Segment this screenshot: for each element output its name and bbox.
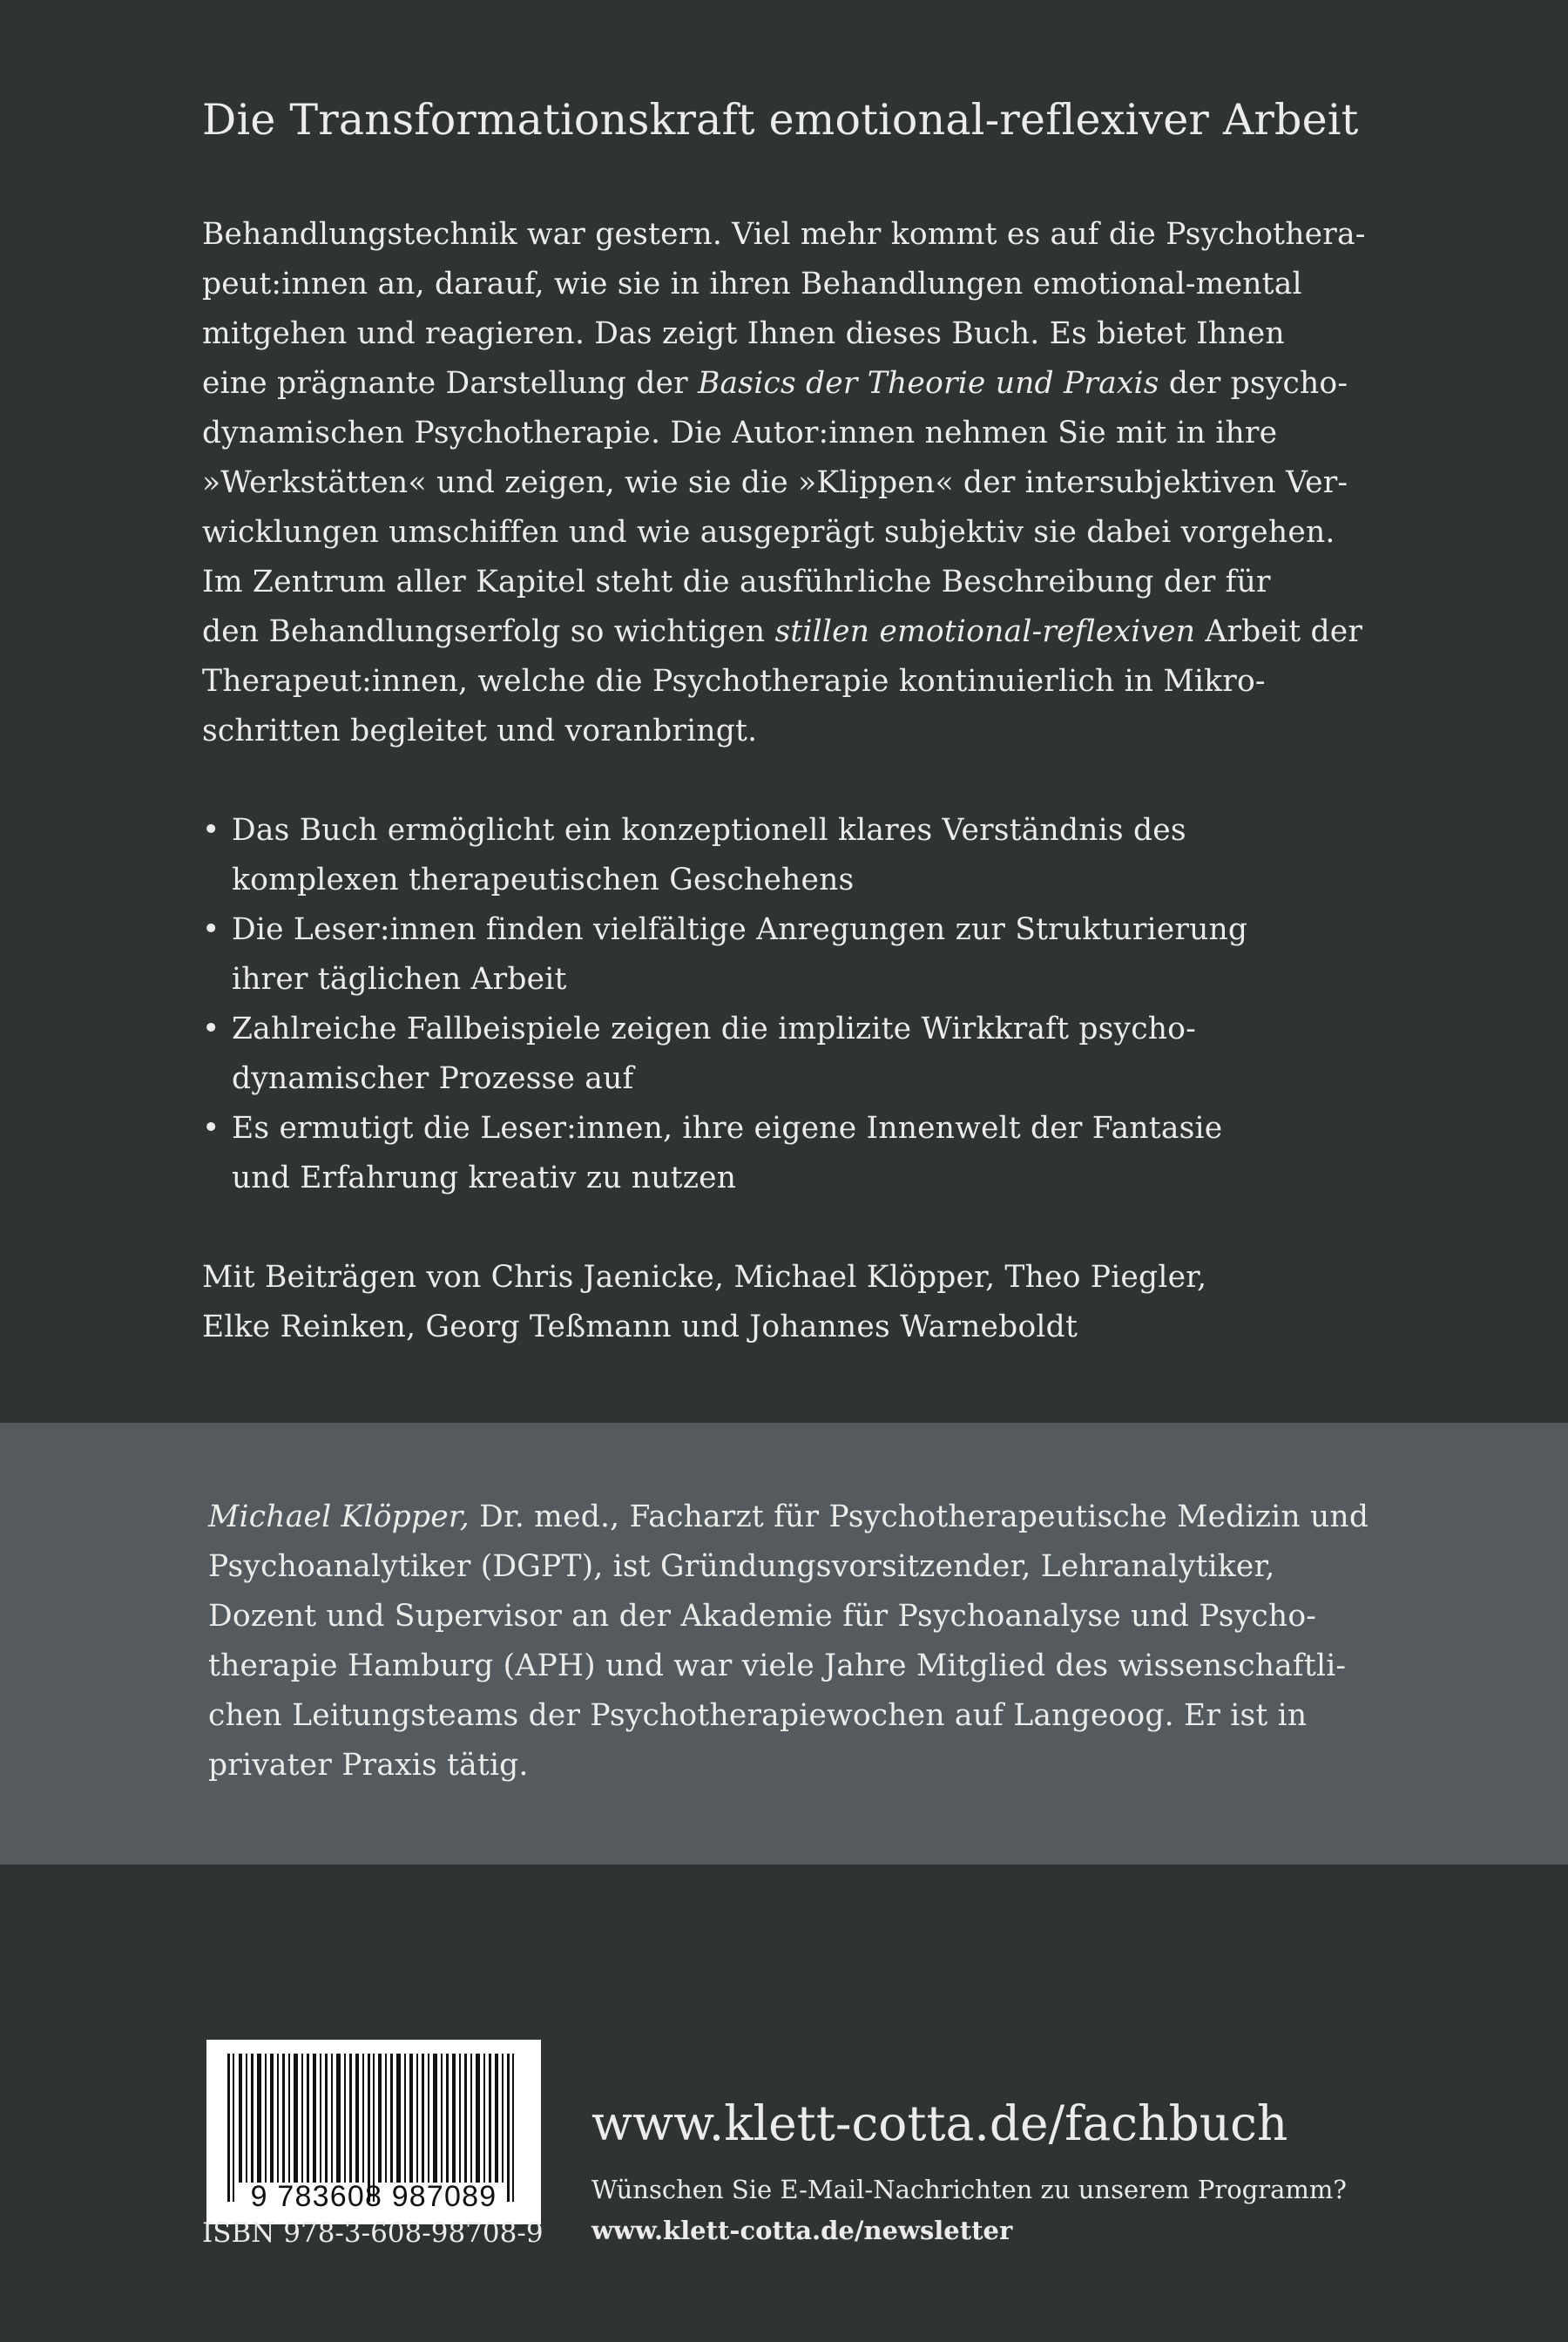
contributors-line: Mit Beiträgen von Chris Jaenicke, Michael Klöpper, Theo Piegler, xyxy=(202,1260,1207,1295)
list-item-text: dynamischer Prozesse auf xyxy=(232,1061,634,1096)
newsletter-link[interactable]: www.klett-cotta.de/newsletter xyxy=(591,2216,1013,2245)
list-item-text: Zahlreiche Fallbeispiele zeigen die implizite Wirkkraft psycho- xyxy=(232,1012,1196,1046)
bio-line: privater Praxis tätig. xyxy=(208,1748,529,1783)
bio-line: Psychoanalytiker (DGPT), ist Gründungsvorsitzender, Lehranalytiker, xyxy=(208,1549,1275,1584)
intro-text: der psycho- xyxy=(1159,366,1348,401)
intro-line xyxy=(202,607,1396,657)
intro-line: »Werkstätten« und zeigen, wie sie die »Klippen« der intersubjektiven Ver- xyxy=(202,465,1348,500)
intro-emphasis: stillen emotional-reflexiven xyxy=(774,614,1196,649)
intro-emphasis: Basics der Theorie und Praxis xyxy=(697,366,1159,401)
newsletter-label: Wünschen Sie E-Mail-Nachrichten zu unserem Programm? xyxy=(591,2175,1347,2204)
list-item xyxy=(202,905,1387,1005)
intro-line: wicklungen umschiffen und wie ausgeprägt subjektiv sie dabei vorgehen. xyxy=(202,515,1335,550)
bullet-icon: • xyxy=(202,912,220,947)
list-item-text: komplexen therapeutischen Geschehens xyxy=(232,863,855,897)
contributors-line: Elke Reinken, Georg Teßmann und Johannes Warneboldt xyxy=(202,1310,1078,1344)
bio-line xyxy=(208,1493,1393,1542)
bullet-icon: • xyxy=(202,813,220,848)
list-item-text: Das Buch ermöglicht ein konzeptionell klares Verständnis des xyxy=(232,813,1186,848)
intro-text: Arbeit der xyxy=(1195,614,1363,649)
bio-line: chen Leitungsteams der Psychotherapiewochen auf Langeoog. Er ist in xyxy=(208,1698,1308,1733)
isbn-number: ISBN 978-3-608-98708-9 xyxy=(202,2217,544,2249)
intro-line: dynamischen Psychotherapie. Die Autor:innen nehmen Sie mit in ihre xyxy=(202,416,1278,450)
author-name: Michael Klöpper, xyxy=(208,1499,470,1534)
feature-list xyxy=(202,806,1387,1203)
intro-line: schritten begleitet und voranbringt. xyxy=(202,714,758,748)
intro-line: Therapeut:innen, welche die Psychotherapie kontinuierlich in Mikro- xyxy=(202,664,1266,699)
list-item-text: Die Leser:innen finden vielfältige Anregungen zur Strukturierung xyxy=(232,912,1248,947)
barcode xyxy=(206,2040,541,2224)
list-item xyxy=(202,806,1387,905)
list-item-text: ihrer täglichen Arbeit xyxy=(232,962,567,997)
bio-line: Dozent und Supervisor an der Akademie für Psychoanalyse und Psycho- xyxy=(208,1599,1317,1634)
list-item xyxy=(202,1104,1387,1203)
intro-line: mitgehen und reagieren. Das zeigt Ihnen dieses Buch. Es bietet Ihnen xyxy=(202,316,1285,351)
contributors-note xyxy=(202,1253,1387,1352)
intro-paragraph xyxy=(202,210,1396,756)
bio-text: Dr. med., Facharzt für Psychotherapeutische Medizin und xyxy=(469,1499,1369,1534)
intro-text: den Behandlungserfolg so wichtigen xyxy=(202,614,775,649)
list-item xyxy=(202,1005,1387,1104)
intro-line: peut:innen an, darauf, wie sie in ihren Behandlungen emotional-mental xyxy=(202,267,1302,301)
bullet-icon: • xyxy=(202,1111,220,1146)
bullet-icon: • xyxy=(202,1012,220,1046)
website-link[interactable]: www.klett-cotta.de/fachbuch xyxy=(591,2095,1288,2151)
intro-line: Behandlungstechnik war gestern. Viel mehr kommt es auf die Psychothera- xyxy=(202,217,1366,252)
page-title: Die Transformationskraft emotional-reflexiver Arbeit xyxy=(202,95,1359,145)
intro-text: eine prägnante Darstellung der xyxy=(202,366,698,401)
intro-line: Im Zentrum aller Kapitel steht die ausführliche Beschreibung der für xyxy=(202,565,1271,599)
barcode-digits: 9 783608 987089 xyxy=(250,2180,497,2213)
bio-line: therapie Hamburg (APH) und war viele Jahre Mitglied des wissenschaftli- xyxy=(208,1648,1347,1683)
list-item-text: und Erfahrung kreativ zu nutzen xyxy=(232,1161,737,1195)
intro-line xyxy=(202,359,1396,409)
author-bio xyxy=(208,1493,1393,1790)
list-item-text: Es ermutigt die Leser:innen, ihre eigene Innenwelt der Fantasie xyxy=(232,1111,1223,1146)
